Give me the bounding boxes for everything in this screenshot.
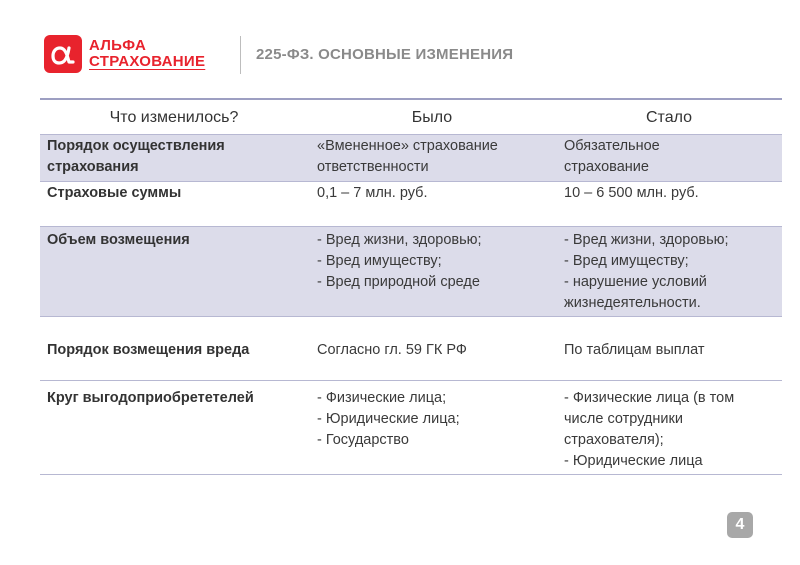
cell-line: - Физические лица; [317, 390, 447, 406]
cell-line: 0,1 – 7 млн. руб. [317, 185, 428, 201]
alpha-logo-icon [44, 35, 82, 73]
cell-was [308, 182, 556, 226]
logo-line-2: СТРАХОВАНИЕ [89, 53, 206, 70]
cell-became [556, 317, 782, 380]
changes-table [40, 98, 782, 475]
column-header-became: Стало [645, 109, 692, 126]
row-label [40, 230, 308, 316]
slide-title: 225-ФЗ. ОСНОВНЫЕ ИЗМЕНЕНИЯ [256, 46, 514, 63]
cell-line: страхование [564, 159, 649, 175]
cell-line: - Физические лица (в том [564, 390, 735, 406]
cell-line: - Вред природной среде [317, 274, 480, 290]
table-row [40, 135, 782, 182]
cell-line: Страховые суммы [47, 185, 182, 201]
cell-was [308, 381, 556, 474]
cell-line: По таблицам выплат [564, 342, 705, 358]
logo-wordmark [89, 38, 205, 70]
column-header-what-changed: Что изменилось? [109, 109, 239, 126]
cell-became [556, 182, 782, 226]
row-label [40, 381, 308, 474]
table-row [40, 381, 782, 475]
cell-was [308, 135, 556, 181]
cell-became [556, 135, 782, 181]
cell-line: Порядок возмещения вреда [47, 342, 250, 358]
cell-became [556, 381, 782, 474]
table-row [40, 182, 782, 227]
cell-line: Обязательное [564, 138, 660, 154]
cell-was [308, 230, 556, 316]
cell-line: Порядок осуществления [47, 138, 225, 154]
cell-line: 10 – 6 500 млн. руб. [564, 185, 699, 201]
cell-line: - Государство [317, 432, 409, 448]
cell-line: - Вред имуществу; [564, 253, 689, 269]
cell-line: страхования [47, 159, 139, 175]
cell-line: - Юридические лица; [317, 411, 460, 427]
page-number-badge: 4 [727, 512, 753, 538]
table-row [40, 317, 782, 381]
cell-line: - Юридические лица [564, 453, 703, 469]
cell-line: Объем возмещения [47, 232, 190, 248]
cell-line: - нарушение условий [564, 274, 707, 290]
cell-was [308, 317, 556, 380]
logo-line-1: АЛЬФА [89, 37, 147, 54]
table-header-row [40, 100, 782, 135]
cell-line: - Вред жизни, здоровью; [564, 232, 729, 248]
table-row [40, 227, 782, 317]
cell-line: жизнедеятельности. [564, 295, 701, 311]
row-label [40, 182, 308, 226]
cell-became [556, 230, 782, 316]
row-label [40, 135, 308, 181]
cell-line: - Вред жизни, здоровью; [317, 232, 482, 248]
cell-line: страхователя); [564, 432, 664, 448]
table-body [40, 135, 782, 475]
row-label [40, 317, 308, 380]
cell-line: «Вмененное» страхование [317, 138, 498, 154]
cell-line: ответственности [317, 159, 429, 175]
cell-line: - Вред имуществу; [317, 253, 442, 269]
cell-line: Круг выгодоприобрететелей [47, 390, 254, 406]
column-header-was: Было [411, 109, 453, 126]
header-divider [240, 36, 241, 74]
cell-line: числе сотрудники [564, 411, 683, 427]
cell-line: Согласно гл. 59 ГК РФ [317, 342, 467, 358]
company-logo [44, 35, 205, 73]
